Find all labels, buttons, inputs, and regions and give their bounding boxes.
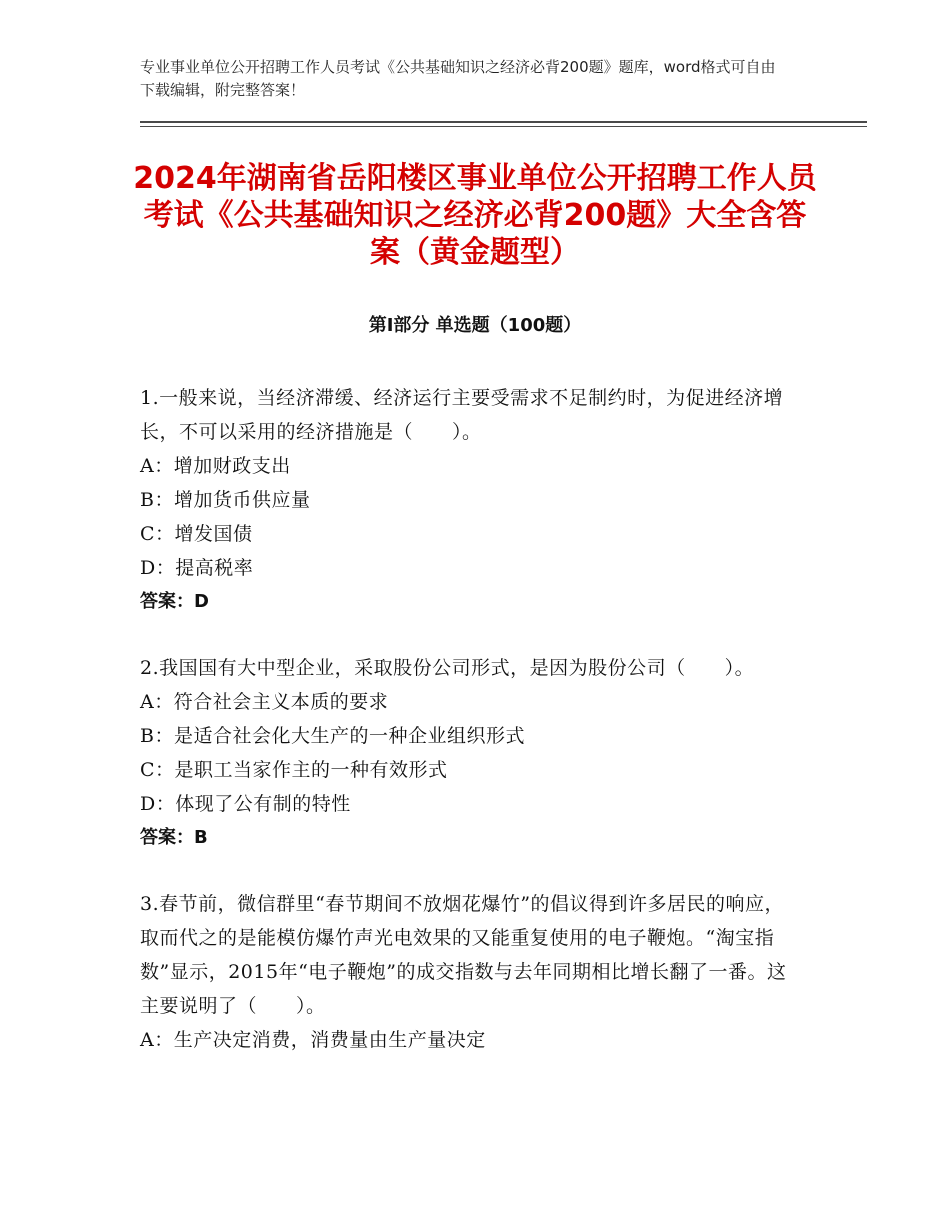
option-c: C：增发国债 (140, 523, 253, 545)
question-stem: 3.春节前，微信群里“春节期间不放烟花爆竹”的倡议得到许多居民的响应，取而代之的是能模仿爆竹声光电效果的又能重复使用的电子鞭炮。“淘宝指数”显示，2015年“电子鞭炮”的成交指数与去年同期相比增长翻了一番。这主要说明了（ ）。 (140, 893, 787, 1017)
question-stem: 2.我国国有大中型企业，采取股份公司形式，是因为股份公司（ ）。 (140, 657, 755, 679)
question-2 (140, 651, 800, 855)
question-3 (140, 887, 800, 1057)
option-c: C：是职工当家作主的一种有效形式 (140, 759, 448, 781)
option-b: B：是适合社会化大生产的一种企业组织形式 (140, 725, 525, 747)
option-b: B：增加货币供应量 (140, 489, 311, 511)
option-a: A：符合社会主义本质的要求 (140, 691, 389, 713)
question-stem: 1.一般来说，当经济滞缓、经济运行主要受需求不足制约时，为促进经济增长，不可以采用的经济措施是（ ）。 (140, 387, 784, 443)
answer-line: 答案：B (140, 827, 208, 848)
question-list (140, 381, 800, 1089)
header-divider-thick (140, 121, 867, 123)
option-d: D：提高税率 (140, 557, 254, 579)
section-title: 第Ⅰ部分 单选题（100题） (368, 315, 582, 336)
answer-line: 答案：D (140, 591, 209, 612)
option-d: D：体现了公有制的特性 (140, 793, 351, 815)
header-divider-thin (140, 126, 867, 127)
header-note: 专业事业单位公开招聘工作人员考试《公共基础知识之经济必背200题》题库，word格式可自由下载编辑，附完整答案！ (140, 58, 776, 99)
option-a: A：生产决定消费，消费量由生产量决定 (140, 1029, 486, 1051)
option-a: A：增加财政支出 (140, 455, 291, 477)
question-1 (140, 381, 800, 619)
document-title: 2024年湖南省岳阳楼区事业单位公开招聘工作人员考试《公共基础知识之经济必背200题》大全含答案（黄金题型） (133, 161, 817, 270)
